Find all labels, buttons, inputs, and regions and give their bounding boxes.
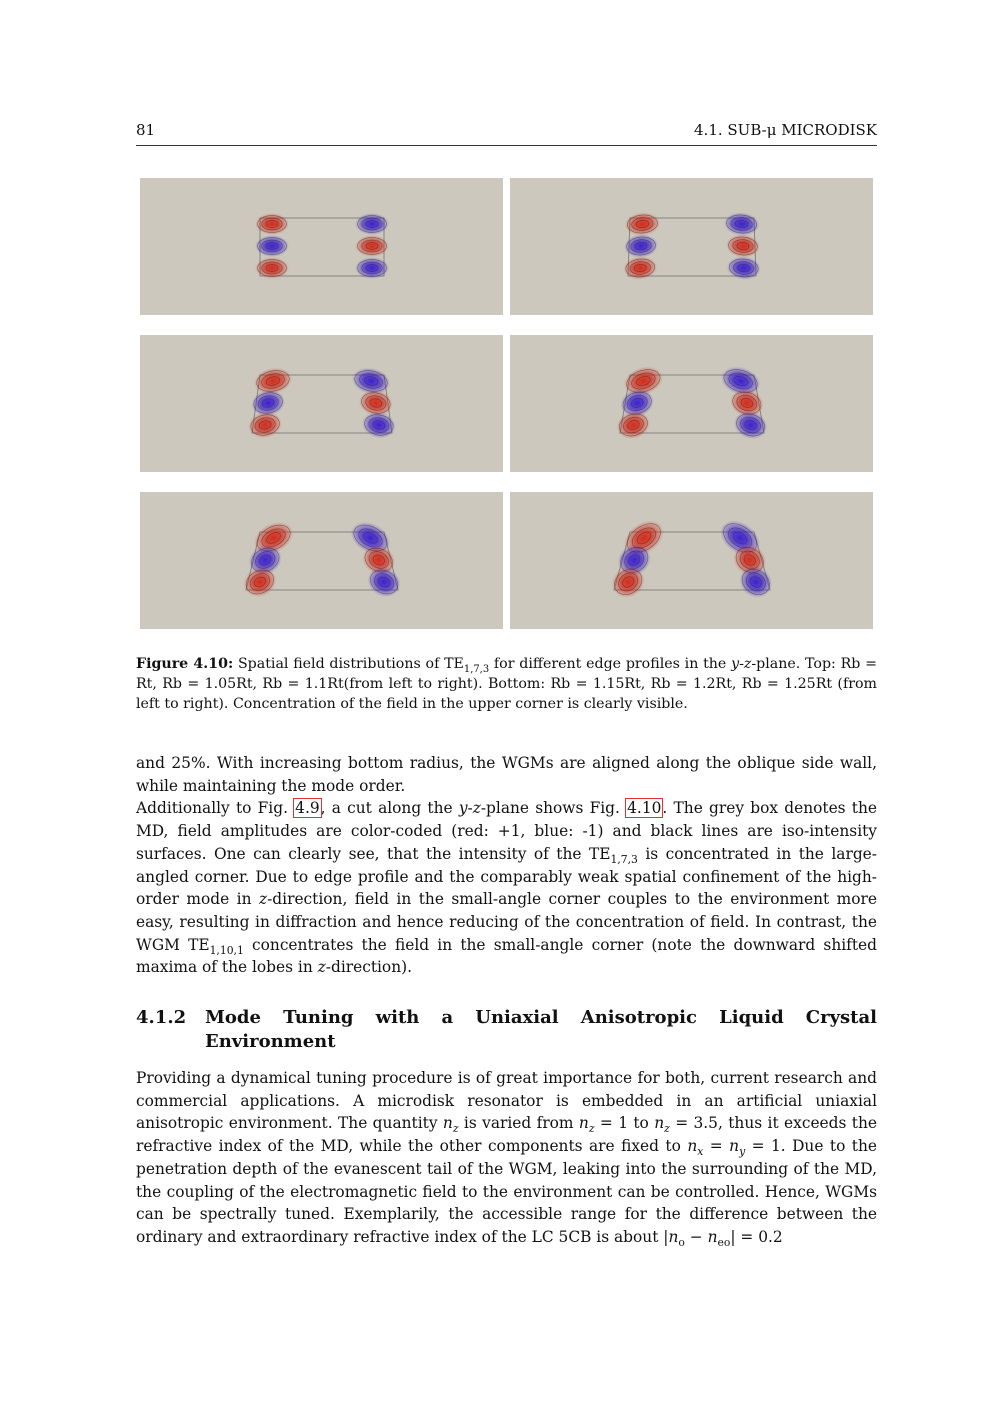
paragraph: Providing a dynamical tuning procedure is of great importance for both, current research and commercial applications. A microdisk resonator is embedded in an artificial uniaxial anisotropic environment. The quantity $n_z$ is varied from $n_z = 1$ to $n_z = 3.5$, thus it exceeds the refractive index of the MD, while the other components are fixed to $n_x = n_y = 1$. Due to the penetration depth of the evanescent tail of the WGM, leaking into the surrounding of the MD, the coupling of the electromagnetic field to the environment can be controlled. Hence, WGMs can be spectrally tuned. Exemplarily, the accessible range for the difference between the ordinary and extraordinary refractive index of the LC 5CB is about $|n_o - n_{eo}| = 0.2$ [136, 1069, 877, 1249]
body-text-1 [136, 752, 877, 979]
figure-label: Figure 4.10: [136, 656, 234, 672]
field-plot-6 [510, 492, 873, 629]
section-number: 4.1.2 [136, 1007, 187, 1028]
field-plot-1 [140, 178, 503, 315]
field-panel-1 [140, 178, 503, 315]
figure-ref-4-9[interactable]: 4.9 [295, 799, 320, 818]
caption-top-list: Rb = Rt, Rb = 1.05Rt, Rb = 1.1Rt [136, 656, 878, 692]
field-panel-3 [140, 335, 503, 472]
field-lobe [355, 235, 389, 257]
field-panel-2 [510, 178, 873, 315]
caption-bottom-list: Rb = 1.15Rt, Rb = 1.2Rt, Rb = 1.25Rt [550, 676, 833, 692]
running-header [136, 121, 877, 146]
field-plot-5 [140, 492, 503, 629]
page-number: 81 [136, 121, 156, 139]
field-lobe [355, 257, 389, 279]
field-plot-4 [510, 335, 873, 472]
section-title: Mode Tuning with a Uniaxial Anisotropic Liquid Crystal Environment [205, 1007, 877, 1052]
field-lobe [246, 409, 285, 442]
paragraph: Additionally to Fig. 4.9, a cut along the y-z-plane shows Fig. 4.10. The grey box denotes the MD, field amplitudes are color-coded (red: +1, blue: -1) and black lines are iso-intensity surfaces. One can clearly see, that the intensity of the $TE_{1,7,3}$ is concentrated in the large-angled corner. Due to edge profile and the comparably weak spatial confinement of the high-order mode in z-direction, field in the small-angle corner couples to the environment more easy, resulting in diffraction and hence reducing of the concentration of field. In contrast, the WGM $TE_{1,10,1}$ concentrates the field in the small-angle corner (note the downward shifted maxima of the lobes in z-direction). [136, 799, 878, 977]
field-plot-2 [510, 178, 873, 315]
figure-ref-4-10[interactable]: 4.10 [627, 799, 662, 818]
field-lobe [255, 235, 289, 257]
field-lobe [355, 213, 389, 235]
figure-caption: Figure 4.10: Spatial field distributions of $TE_{1,7,3}$ for different edge profiles in the y-z-plane. Top: Rb = Rt, Rb = 1.05Rt, Rb = 1.1Rt(from left to right). Bottom: Rb = 1.15Rt, Rb = 1.2Rt, Rb = 1.25Rt (from left to right). Concentration of the field in the upper corner is clearly visible. [136, 656, 878, 712]
field-panel-6 [510, 492, 873, 629]
field-lobe [255, 213, 289, 235]
figure-4-10 [140, 178, 873, 630]
running-title: 4.1. SUB-μ MICRODISK [694, 121, 877, 139]
field-panel-5 [140, 492, 503, 629]
field-plot-3 [140, 335, 503, 472]
paragraph: and 25%. With increasing bottom radius, the WGMs are aligned along the oblique side wall, while maintaining the mode order. [136, 754, 877, 795]
field-lobe [360, 409, 399, 442]
field-lobe [255, 257, 289, 279]
field-panel-4 [510, 335, 873, 472]
body-text-2 [136, 1067, 877, 1249]
